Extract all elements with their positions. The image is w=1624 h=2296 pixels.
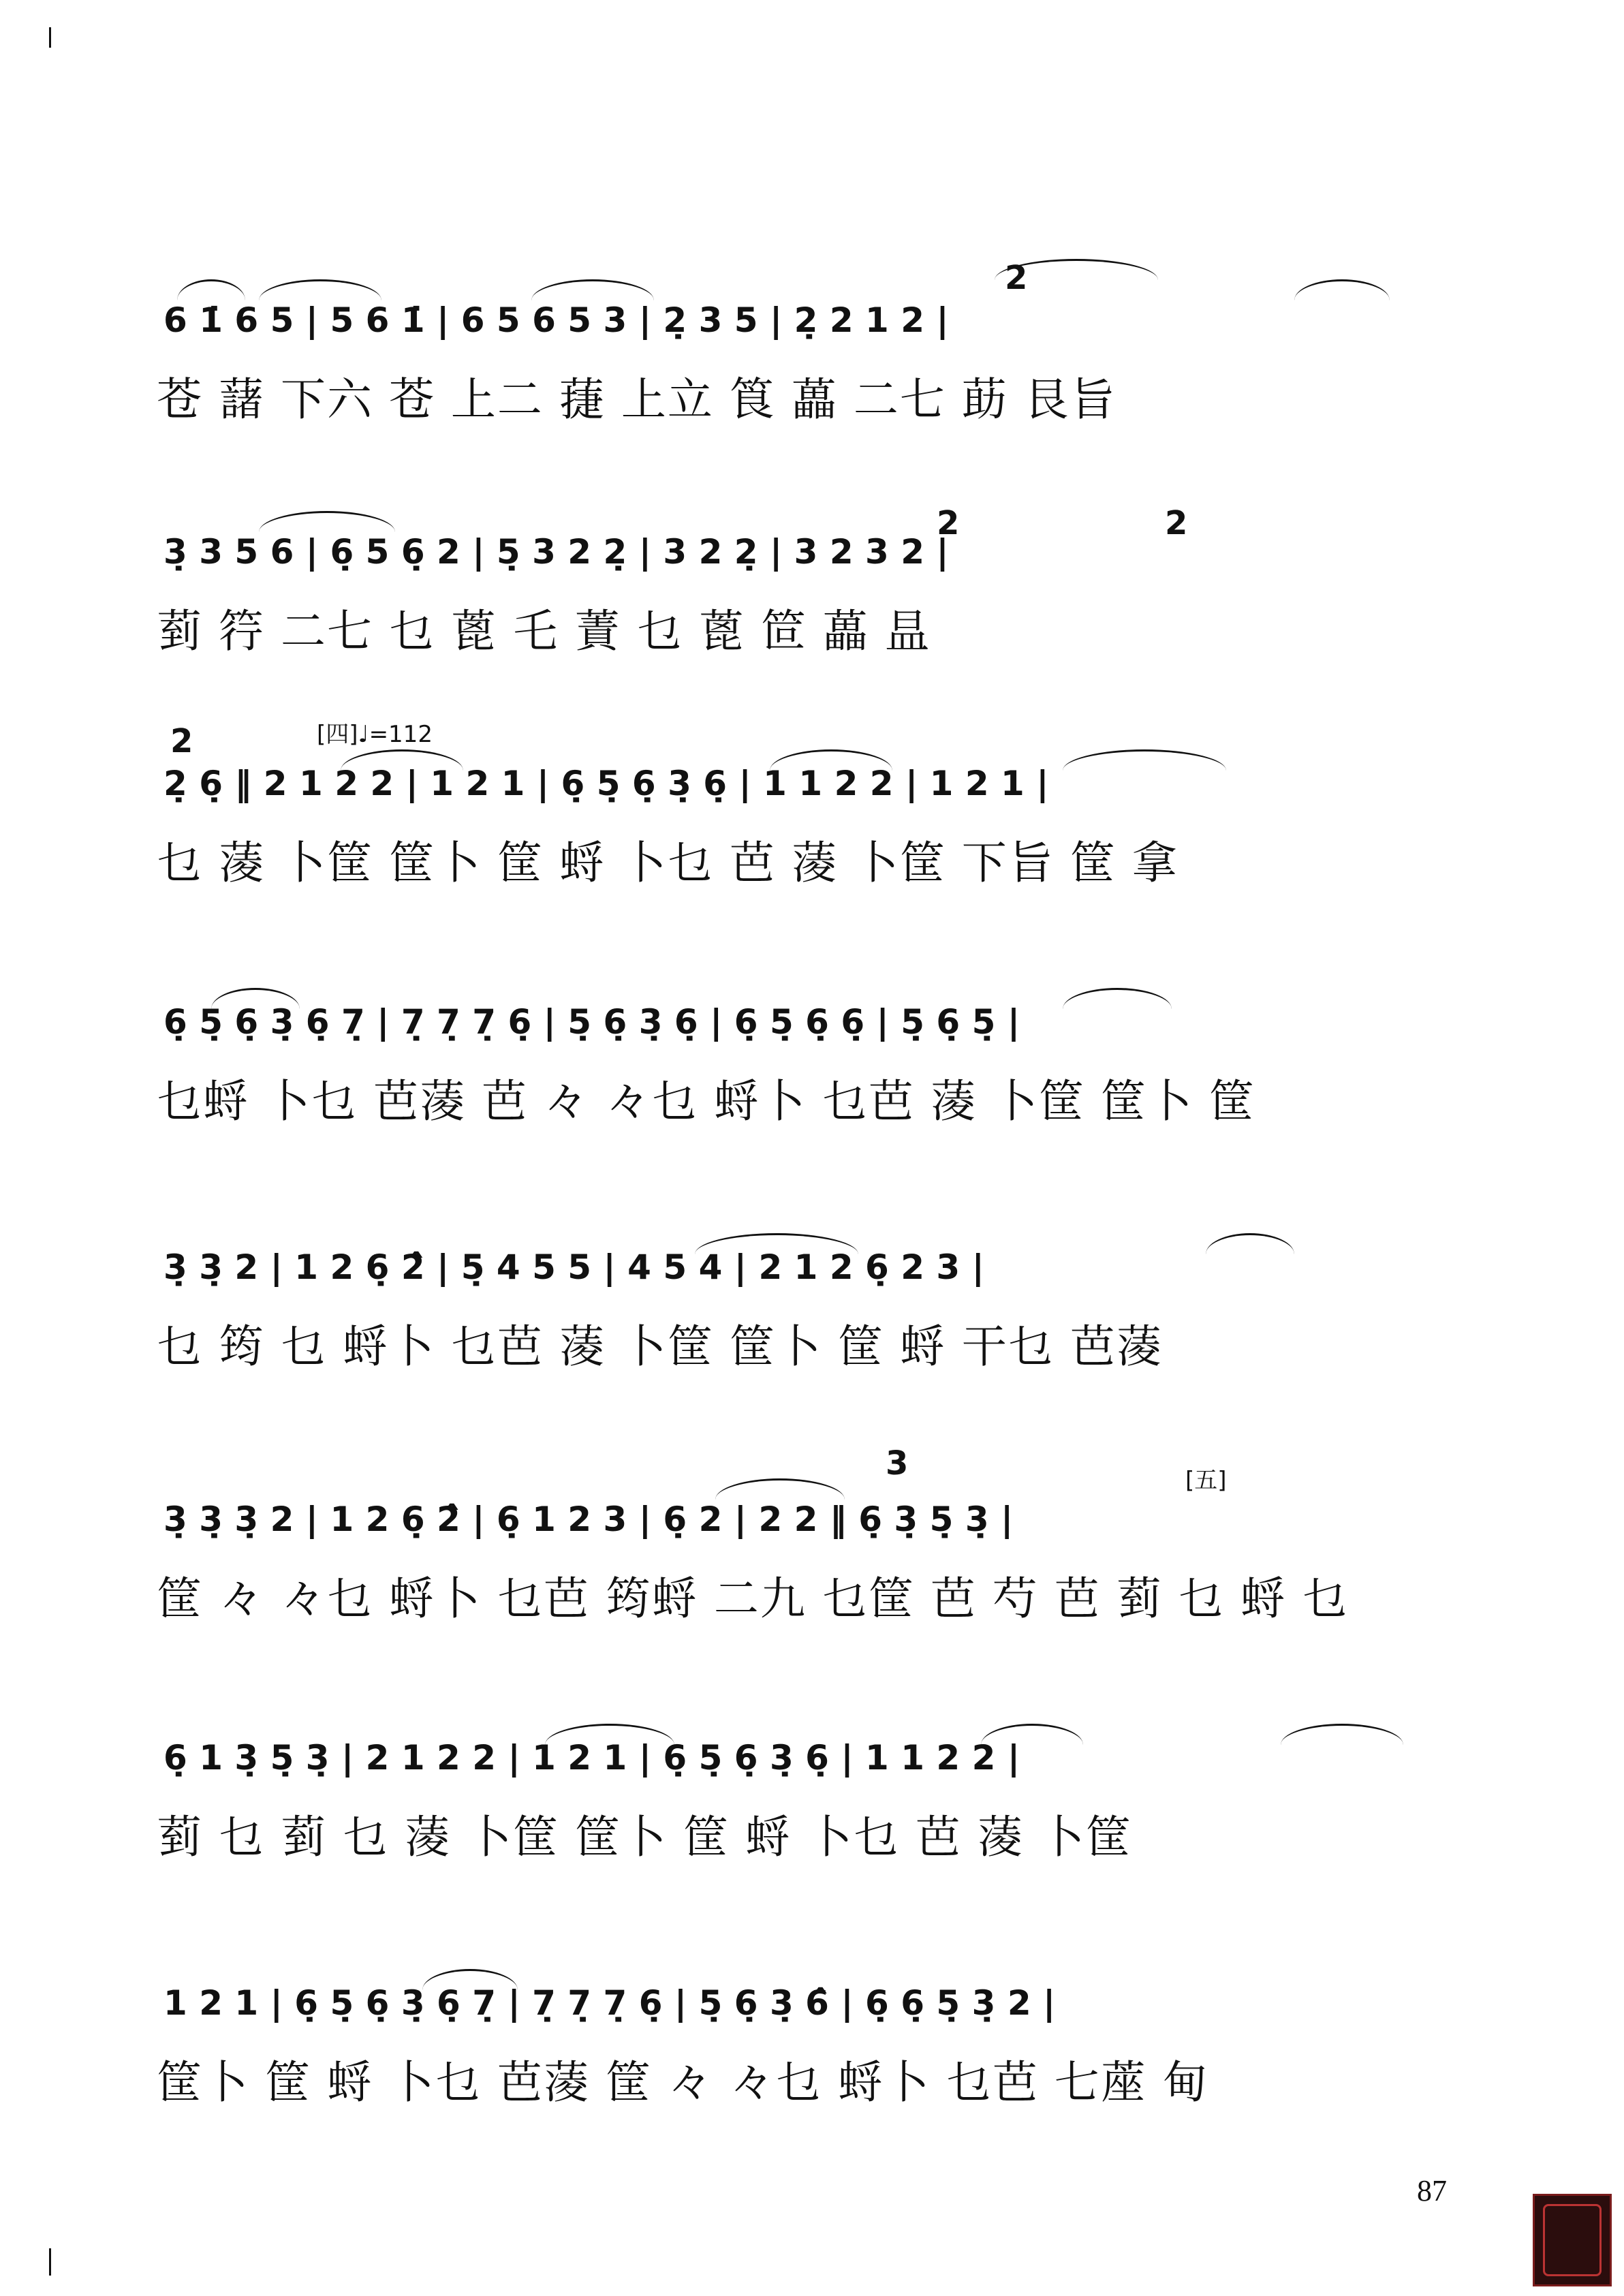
octave-mark: 2 — [1005, 259, 1028, 297]
jianzi-tab-line: 苍 藷 下六 苍 上二 蓵 上立 筤 藟 二七 莇 艮旨 — [157, 373, 1116, 426]
jianpu-line: 3̣ 3̣ 3̣ 2 | 1 2 6̣ 2̂ | 6̣ 1 2 3 | 6̣ 2 | 2 2 ‖ 6̣ 3̣ 5̣ 3̣ | — [163, 1500, 1014, 1539]
margin-mark — [49, 2248, 51, 2276]
jianpu-line: 3̣ 3 5 6 | 6̣ 5 6̣ 2 | 5̣ 3 2 2̣ | 3 2 2̣ | 3 2 3 2 | — [163, 532, 949, 572]
jianpu-line: 6 1̇ 6 5 | 5 6 1̇ | 6 5 6 5 3 | 2̣ 3 5 | 2̣ 2 1 2 | — [163, 300, 949, 340]
jianzi-tab-line: 筐 々 々乜 蛶卜 乜芭 筠蛶 二九 乜筐 芭 芍 芭 菿 乜 蛶 乜 — [157, 1572, 1349, 1625]
jianpu-line: 2̣ 6̣ ‖ 2 1 2 2 | 1 2 1 | 6̣ 5̣ 6̣ 3̣ 6̣ | 1 1 2 2 | 1 2 1 | — [163, 764, 1049, 803]
seal-stamp-icon — [1533, 2194, 1612, 2286]
section-five-label: [五] — [1185, 1467, 1227, 1494]
jianpu-line: 3̣ 3̣ 2 | 1 2 6̣ 2̂ | 5̣ 4 5 5 | 4 5 4 | 2 1 2 6̣ 2 3 | — [163, 1247, 984, 1287]
seal-border — [1543, 2204, 1602, 2276]
page-number: 87 — [1417, 2174, 1447, 2207]
jianpu-line: 6̣ 1 3̣ 5̣ 3̣ | 2 1 2 2 | 1 2 1 | 6̣ 5̣ 6̣ 3̣ 6̣ | 1 1 2 2 | — [163, 1738, 1020, 1778]
jianpu-line: 1 2 1 | 6̣ 5̣ 6̣ 3̣ 6̣ 7̣ | 7̣ 7̣ 7̣ 6̣ | 5̣ 6̣ 3̣ 6̂ | 6̣ 6̣ 5̣ 3̣ 2 | — [163, 1983, 1056, 2023]
margin-mark — [49, 27, 51, 48]
octave-mark: 2 — [170, 722, 193, 760]
octave-mark: 2 — [937, 504, 960, 542]
jianzi-tab-line: 筐卜 筐 蛶 卜乜 芭蓤 筐 々 々乜 蛶卜 乜芭 七蓙 甸 — [157, 2055, 1209, 2109]
jianzi-tab-line: 乜 蓤 卜筐 筐卜 筐 蛶 卜乜 芭 蓤 卜筐 下旨 筐 拿 — [157, 836, 1178, 889]
jianzi-tab-line: 乜 筠 乜 蛶卜 乜芭 蓤 卜筐 筐卜 筐 蛶 干乜 芭蓤 — [157, 1320, 1163, 1373]
octave-mark: 3 — [886, 1444, 909, 1483]
jianzi-tab-line: 菿 筕 二七 乜 蓖 乇 蔶 乜 蓖 笸 藟 昷 — [157, 604, 931, 657]
section-four-label: [四]♩=112 — [317, 721, 433, 748]
octave-mark: 2 — [1165, 504, 1188, 542]
jianzi-tab-line: 乜蛶 卜乜 芭蓤 芭 々 々乜 蛶卜 乜芭 蓤 卜筐 筐卜 筐 — [157, 1074, 1255, 1128]
jianzi-tab-line: 菿 乜 菿 乜 蓤 卜筐 筐卜 筐 蛶 卜乜 芭 蓤 卜筐 — [157, 1810, 1132, 1863]
jianpu-line: 6̣ 5̣ 6̣ 3̣ 6̣ 7̣ | 7̣ 7̣ 7̣ 6̣ | 5̣ 6̣ 3̣ 6̣ | 6̣ 5̣ 6̣ 6̣ | 5̣ 6̣ 5̣ | — [163, 1002, 1020, 1042]
